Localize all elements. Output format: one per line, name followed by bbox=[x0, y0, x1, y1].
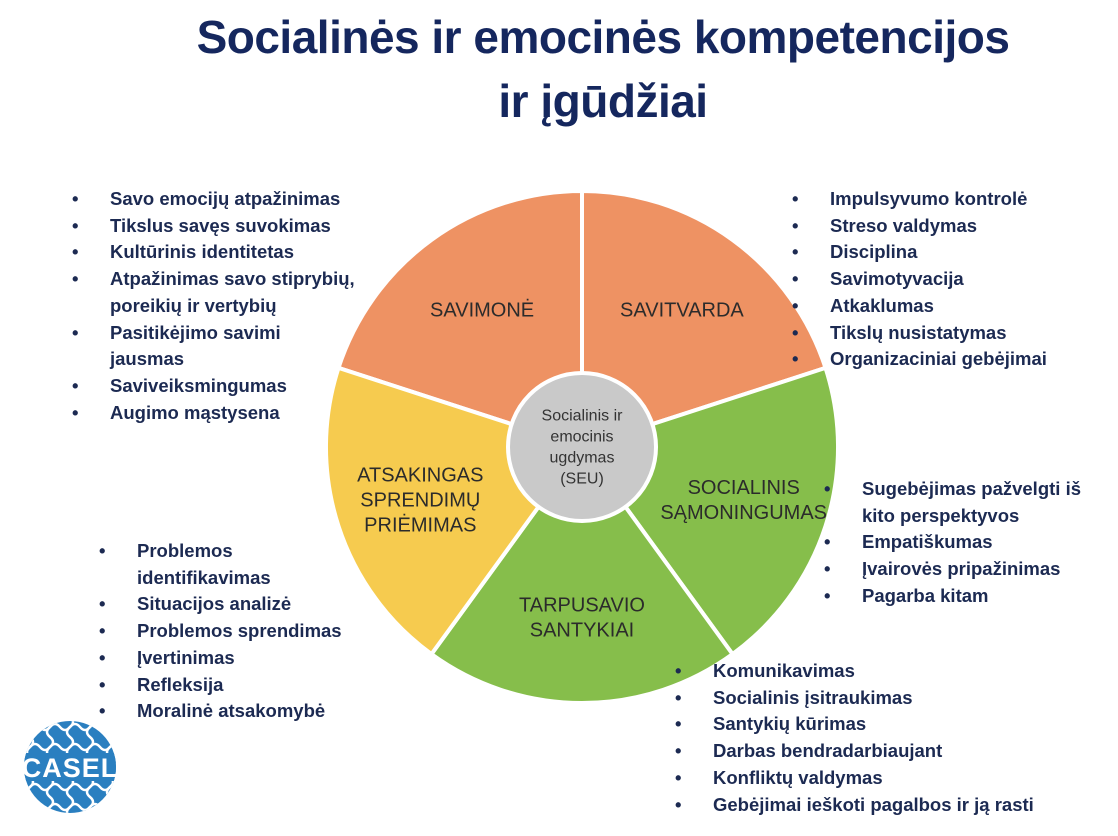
list-tarpusavio bbox=[675, 658, 1115, 818]
list-item: • Atpažinimas savo stiprybių, poreikių ir vertybių bbox=[72, 266, 372, 319]
list-item: • Problemos sprendimas bbox=[99, 618, 389, 645]
list-item: • Empatiškumas bbox=[824, 529, 1118, 556]
list-item: • Tikslų nusistatymas bbox=[792, 320, 1092, 347]
list-item: • Problemos identifikavimas bbox=[99, 538, 277, 591]
list-item: • Kultūrinis identitetas bbox=[72, 239, 372, 266]
list-item: • Įvairovės pripažinimas bbox=[824, 556, 1118, 583]
list-item: • Situacijos analizė bbox=[99, 591, 389, 618]
list-savitvarda bbox=[792, 186, 1092, 373]
segment-label-socialinis: SOCIALINIS SĄMONINGUMAS bbox=[660, 477, 828, 524]
list-item: • Organizaciniai gebėjimai bbox=[792, 346, 1092, 373]
list-item: • Santykių kūrimas bbox=[675, 711, 1115, 738]
list-item: • Atkaklumas bbox=[792, 293, 1092, 320]
list-item: • Pagarba kitam bbox=[824, 583, 1118, 610]
list-socialinis bbox=[824, 476, 1118, 610]
page-title-line-2: ir įgūdžiai bbox=[498, 75, 708, 127]
list-item: • Impulsyvumo kontrolė bbox=[792, 186, 1092, 213]
list-item: • Komunikavimas bbox=[675, 658, 1115, 685]
segment-label-tarpusavio: TARPUSAVIO SANTYKIAI bbox=[519, 594, 645, 642]
center-circle bbox=[508, 373, 656, 521]
list-item: • Disciplina bbox=[792, 239, 1092, 266]
list-atsakingas bbox=[99, 538, 389, 725]
page-title: Socialinės ir emocinės kompetencijos bbox=[196, 11, 1010, 63]
list-item: • Savo emocijų atpažinimas bbox=[72, 186, 372, 213]
list-item: • Tikslus savęs suvokimas bbox=[72, 213, 372, 240]
list-item: • Saviveiksmingumas bbox=[72, 373, 372, 400]
list-item: • Konfliktų valdymas bbox=[675, 765, 1115, 792]
list-item: • Refleksija bbox=[99, 672, 389, 699]
segment-label-atsakingas: ATSAKINGAS SPRENDIMŲ PRIĖMIMAS bbox=[357, 464, 484, 537]
list-item: • Streso valdymas bbox=[792, 213, 1092, 240]
list-item: • Darbas bendradarbiaujant bbox=[675, 738, 1115, 765]
segment-label-savitvarda: SAVITVARDA bbox=[620, 299, 744, 322]
list-item: • Sugebėjimas pažvelgti iš kito perspektyvos bbox=[824, 476, 1092, 529]
list-item: • Pasitikėjimo savimi jausmas bbox=[72, 320, 310, 373]
list-item: • Socialinis įsitraukimas bbox=[675, 685, 1115, 712]
center-label: Socialinis ir emocinis ugdymas (SEU) bbox=[541, 407, 623, 488]
segment-label-savimone: SAVIMONĖ bbox=[430, 299, 535, 322]
list-item: • Įvertinimas bbox=[99, 645, 389, 672]
list-item: • Gebėjimai ieškoti pagalbos ir ją rasti bbox=[675, 792, 1115, 819]
list-item: • Augimo mąstysena bbox=[72, 400, 372, 427]
logo-text: CASEL bbox=[21, 753, 119, 783]
list-item: • Moralinė atsakomybė bbox=[99, 698, 389, 725]
list-item: • Savimotyvacija bbox=[792, 266, 1092, 293]
list-savimone bbox=[72, 186, 372, 426]
